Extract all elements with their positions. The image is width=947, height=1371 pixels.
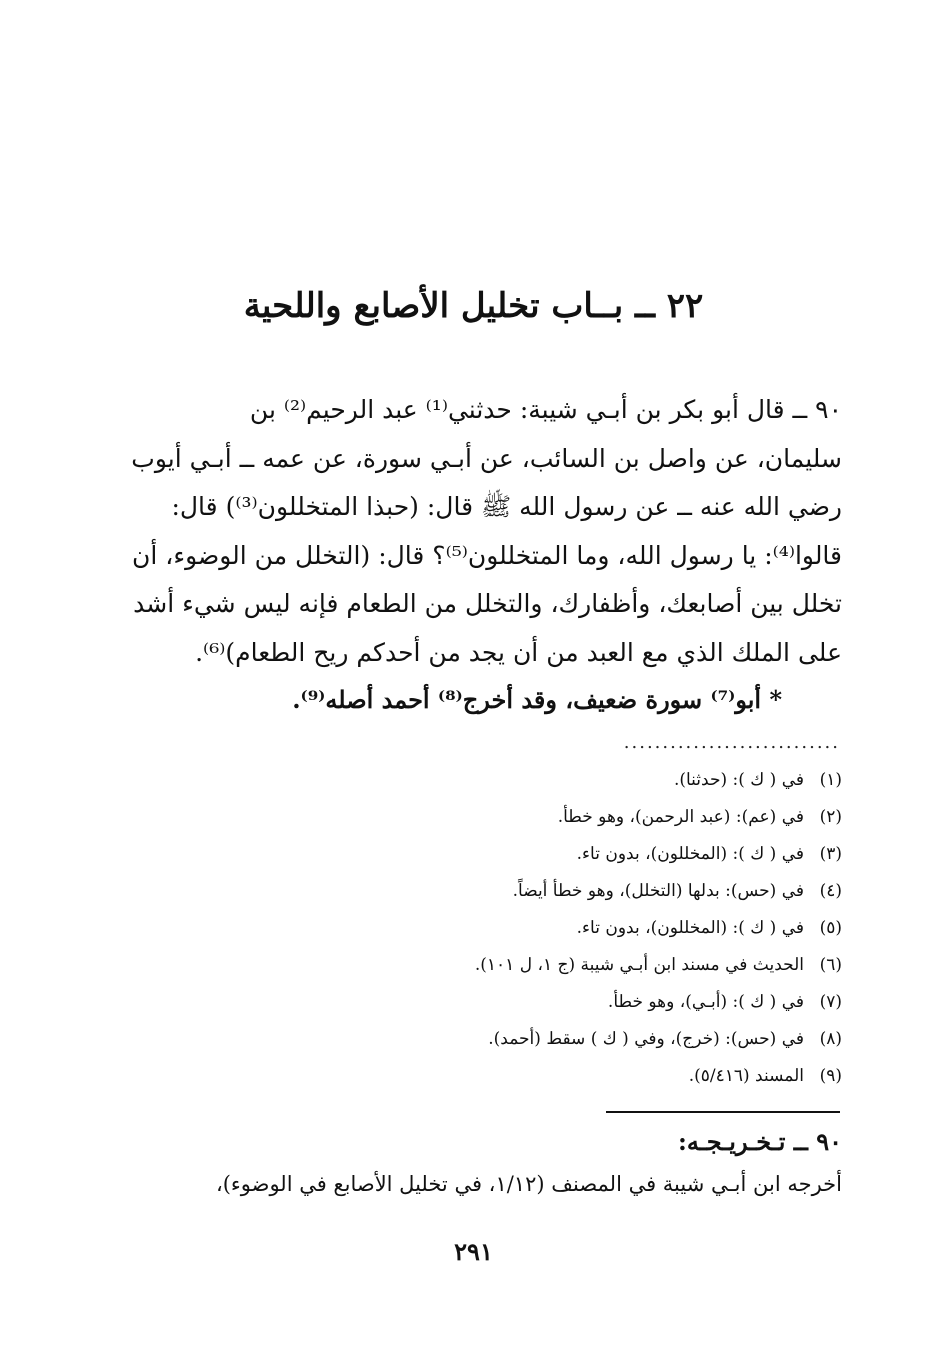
footnote-text: في (عم): (عبد الرحمن)، وهو خطأ.	[557, 807, 804, 827]
footnote-item	[282, 910, 842, 947]
footnote-item	[282, 762, 842, 799]
takhrij-text: أخرجه ابن أبـي شيبة في المصنف (١/١٢، في تخليل الأصابع في الوضوء)،	[215, 1172, 842, 1196]
footnote-text: المسند (٥/٤١٦).	[688, 1066, 804, 1086]
footnote-number: (٤)	[819, 881, 842, 901]
hadith-text	[118, 386, 842, 677]
footnote-text: في ( ك ): (المخللون)، بدون تاء.	[576, 844, 804, 864]
takhrij-divider	[606, 1111, 840, 1113]
chapter-title: ٢٢ ــ بــاب تخليل الأصابع واللحية	[243, 286, 704, 326]
footnote-number: (٣)	[819, 844, 842, 864]
footnote-item	[282, 1021, 842, 1058]
footnote-text: في ( ك ): (أبـي)، وهو خطأ.	[607, 992, 804, 1012]
footnote-number: (١)	[819, 770, 842, 790]
footnote-number: (٨)	[819, 1029, 842, 1049]
footnote-number: (٧)	[819, 992, 842, 1012]
footnote-text: في (حس): (خرج)، وفي ( ك ) سقط (أحمد).	[488, 1029, 804, 1049]
footnote-number: (٥)	[819, 918, 842, 938]
footnote-number: (٩)	[819, 1066, 842, 1086]
footnote-item	[282, 984, 842, 1021]
footnote-number: (٢)	[819, 807, 842, 827]
footnote-item	[282, 799, 842, 836]
footnote-text: في (حس): بدلها (التخلل)، وهو خطأ أيضاً.	[512, 881, 804, 901]
footnote-item	[282, 1058, 842, 1095]
footnote-separator-dots: ............................	[623, 732, 840, 753]
footnote-number: (٦)	[819, 955, 842, 975]
footnote-item	[282, 873, 842, 910]
hadith-line: على الملك الذي مع العبد من أن يجد من أحدكم ريح الطعام)⁽⁶⁾.	[195, 637, 842, 667]
hadith-verdict: * أبو⁽⁷⁾ سورة ضعيف، وقد أخرج⁽⁸⁾ أحمد أصله⁽⁹⁾.	[292, 685, 782, 714]
hadith-line: تخلل بين أصابعك، وأظفارك، والتخلل من الطعام فإنه ليس شيء أشد	[133, 589, 842, 618]
footnotes-list	[282, 762, 842, 1095]
hadith-line: ٩٠ ــ قال أبو بكر بن أبـي شيبة: حدثني⁽¹⁾ عبد الرحيم⁽²⁾ بن	[249, 395, 842, 424]
hadith-line: قالوا⁽⁴⁾: يا رسول الله، وما المتخللون⁽⁵⁾؟ قال: (التخلل من الوضوء، أن	[132, 540, 842, 570]
footnote-text: الحديث في مسند ابن أبـي شيبة (ج ١، ل ١٠١).	[474, 955, 804, 975]
page-number: ٢٩١	[454, 1237, 493, 1266]
footnote-item	[282, 836, 842, 873]
hadith-line: رضي الله عنه ــ عن رسول الله ﷺ قال: (حبذا المتخللون⁽³⁾) قال:	[171, 492, 842, 521]
hadith-line: سليمان، عن واصل بن السائب، عن أبـي سورة، عن عمه ــ أبـي أيوب	[131, 443, 842, 473]
footnote-text: في ( ك ): (حدثنا).	[673, 770, 804, 790]
takhrij-heading: ٩٠ ــ تـخـريـجـه:	[678, 1127, 842, 1156]
footnote-item	[282, 947, 842, 984]
footnote-text: في ( ك ): (المخللون)، بدون تاء.	[576, 918, 804, 938]
